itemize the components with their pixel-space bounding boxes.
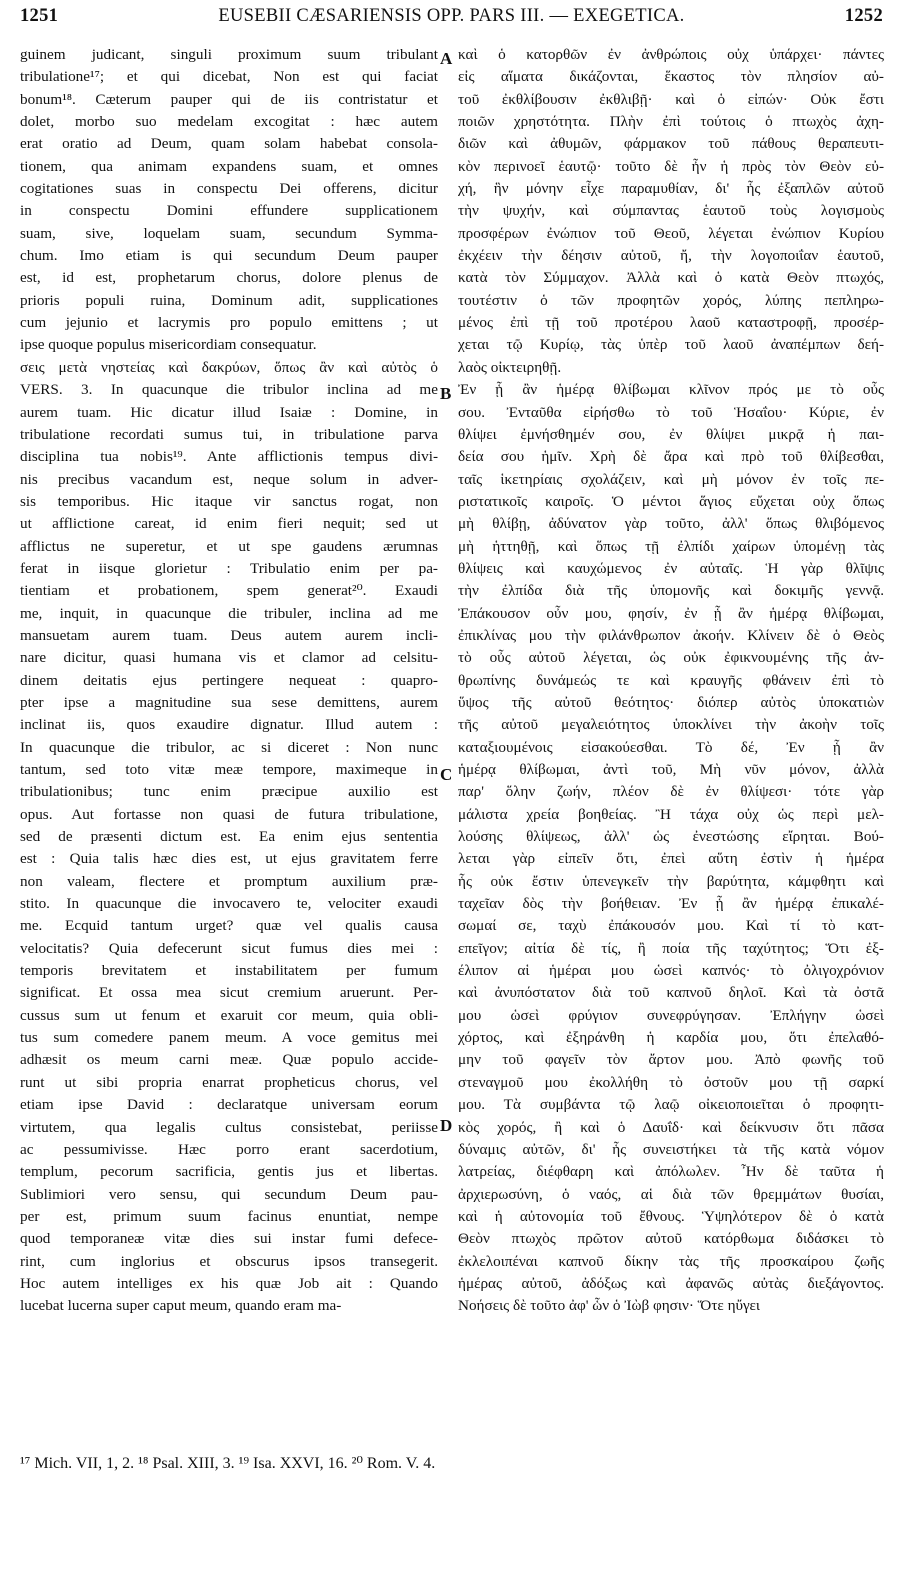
text-line: επεῖγον; αἰτία δὲ τίς, ἢ ποία τῆς ταχύτητος; Ὅτι ἐξ-	[458, 939, 884, 957]
text-line: χεται τῷ Κυρίῳ, τὰς ὑπὲρ τοῦ λαοῦ ἀναπέμπων δεή-	[458, 336, 884, 354]
text-line: τοῦ ἐκθλίβουσιν ἐκθλιβῇ· καὶ ὁ εἰπών· Οὐκ ἔστι	[458, 90, 884, 108]
page-number-right: 1252	[844, 6, 883, 26]
text-line: non valeam, flectere et promptum auxilium præ-	[20, 872, 438, 890]
margin-marker-a: A	[440, 49, 453, 68]
text-line: opus. Aut fortasse non quasi de futura tribulatione,	[20, 805, 438, 823]
text-line: ταῖς ἱκετηρίαις σχολάζειν, καὶ μὴ μόνον ἐν τοῖς πε-	[458, 470, 884, 488]
text-line: virtutem, qua legalis cultus consistebat, periisse	[20, 1118, 438, 1136]
text-line: ut afflictione careat, id enim fieri nequit; sed ut	[20, 515, 438, 533]
text-line: disciplina tua nobis¹⁹. Ante afflictionis tempus divi-	[20, 448, 438, 466]
text-line: στεναγμοῦ μου ἐκολλήθη τὸ ὀστοῦν μου τῇ σαρκί	[458, 1073, 884, 1091]
text-line: τῆς αὐτοῦ μεγαλειότητος ὑποκλίνει τὴν ἀκοὴν τοῖς	[458, 716, 884, 734]
text-line: velocitatis? Quia defecerunt sicut fumus dies mei :	[20, 939, 438, 957]
text-line: μένος ἐπὶ τῇ τοῦ προτέρου λαοῦ καταστροφῇ, προσέρ-	[458, 314, 884, 332]
text-line: ἐκλελοιπέναι καπνοῦ δίκην τὰς τῆς προσκαίρου ζωῆς	[458, 1252, 884, 1270]
text-line: προσφέρων ἐνώπιον τοῦ Θεοῦ, λέγεται ἐνώπιον Κυρίου	[458, 224, 884, 242]
text-line: εἰς αἵματα δικάζονται, ἕκαστος τὸν πλησίον αὐ-	[458, 68, 884, 86]
text-line: ριστατικοῖς καιροῖς. Ὁ μέντοι ἅγιος εὔχεται οὐχ ὅπως	[458, 492, 884, 510]
text-line: sed de præsenti dictum est. Ea enim ejus sententia	[20, 828, 438, 846]
text-line: λαὸς οἰκτειρηθῇ.	[458, 358, 562, 376]
running-title: EUSEBII CÆSARIENSIS OPP. PARS III. — EXEGETICA.	[218, 6, 685, 26]
text-line: χή, ἣν μόνην εἶχε παραμυθίαν, δι' ἧς ἐξαπλῶν αὐτοῦ	[458, 180, 884, 198]
text-line: tus sum comedere panem meum. A voce gemitus mei	[20, 1029, 438, 1047]
text-line: κὸς χορός, ἢ καὶ ὁ Δαυΐδ· καὶ δείκνυσιν ὅτι πᾶσα	[458, 1118, 884, 1136]
text-line: ἀρχιερωσύνη, ὁ ναός, αἱ διὰ τῶν θρεμμάτων θυσίαι,	[458, 1185, 884, 1203]
text-line: μου. Τὰ συμβάντα τῷ λαῷ οἰκειοποιεῖται ὁ προφητι-	[458, 1096, 884, 1114]
text-line: guinem judicant, singuli proximum suum tribulant	[20, 46, 438, 63]
text-line: ταχεῖαν δὸς τὴν βοήθειαν. Ἐν ᾗ ἂν ἡμέρᾳ ἐπικαλέ-	[458, 895, 884, 913]
text-line: stito. In quacunque die invocavero te, velociter exaudi	[20, 895, 438, 913]
text-line: θλίψεις καὶ καυχώμενος ἐν αὐταῖς. Ἡ γὰρ θλῖψις	[458, 559, 884, 577]
greek-column	[458, 44, 884, 1318]
text-line: suam, sive, loquelam suam, secundum Symma-	[20, 224, 438, 242]
text-line: θρωπίνης δυνάμεώς τε καὶ κραυγῆς φθάνειν ἐπὶ τὸ	[458, 671, 884, 689]
text-line: Νοήσεις δὲ τοῦτο ἀφ' ὧν ὁ Ἰὼβ φησιν· Ὅτε ηὔγει	[458, 1297, 760, 1315]
text-line: σωμαί σε, ταχὺ ἐπάκουσόν μου. Καὶ τί τὸ κατ-	[458, 917, 884, 935]
text-line: nare dicitur, quasi humana vis et clamor ad celsitu-	[20, 649, 438, 667]
text-line: VERS. 3. In quacunque die tribulor inclina ad me	[20, 381, 438, 399]
text-line: καὶ ἡ αὐτονομία τοῦ ἔθνους. Ὑψηλότερον δὲ ὁ κατὰ	[458, 1207, 884, 1225]
text-line: ac pessumivisse. Hæc porro erant sacerdotium,	[20, 1140, 438, 1158]
text-line: δύναμις αὐτῶν, δι' ἧς συνειστήκει τὰ τῆς κατὰ νόμον	[458, 1140, 884, 1158]
text-line: quod temporaneæ vitæ dies sui instar fumi defece-	[20, 1230, 438, 1248]
margin-marker-d: D	[440, 1116, 453, 1135]
text-line: ἐκχέειν τὴν δέησιν αὐτοῦ, ἤ, τὴν λογοποιΐαν ἑαυτοῦ,	[458, 247, 884, 265]
text-line: Θεὸν πτωχὸς πρῶτον αὐτοῦ κατόρθωμα διδάσκει τὸ	[458, 1230, 884, 1248]
text-line: δεία σου ἡμῖν. Χρὴ δὲ ἄρα καὶ πρὸ τοῦ θλίβεσθαι,	[458, 448, 884, 466]
text-line: inclinat iis, quos exaudire dignatur. Illud autem :	[20, 716, 438, 734]
text-line: κὸν περινοεῖ ἑαυτῷ· τοῦτο δὲ ἦν ἡ πρὸς τὸν Θεὸν εὐ-	[458, 157, 884, 175]
text-line: dinem deitatis ejus pertingere nequeat : quapro-	[20, 671, 438, 689]
text-line: tribulatione recordati sumus tui, in tribulatione parva	[20, 425, 438, 443]
text-line: λεται γὰρ εἰπεῖν ὅτι, ἐπεὶ αὕτη ἐστὶν ἡ ἡμέρα	[458, 850, 884, 868]
text-line: bonum¹⁸. Cæterum pauper qui de iis contristatur et	[20, 90, 438, 108]
footnotes: ¹⁷ Mich. VII, 1, 2. ¹⁸ Psal. XIII, 3. ¹⁹ Isa. XXVI, 16. ²⁰ Rom. V. 4.	[20, 1455, 436, 1472]
text-line: Hoc autem intelliges ex his quæ Job ait : Quando	[20, 1274, 438, 1292]
text-line: τὴν ἐλπίδα διὰ τῆς ὑπομονῆς καὶ δοκιμῆς γεννᾷ.	[458, 582, 884, 600]
text-line: κατὰ τὸν Σύμμαχον. Ἀλλὰ καὶ ὁ κατὰ Θεὸν πτωχός,	[458, 269, 884, 287]
text-line: χόρτος, καὶ ἐξηράνθη ἡ καρδία μου, ὅτι ἐπελαθό-	[458, 1029, 884, 1047]
text-line: λατρείας, διέφθαρη καὶ ἀπόλωλεν. Ἦν δὲ ταῦτα ἡ	[458, 1163, 884, 1181]
text-line: tionem, qua animam expandens suam, et omnes	[20, 157, 438, 175]
text-line: etiam ipse David : declaratque universam eorum	[20, 1096, 438, 1114]
text-line: τὴν ψυχήν, καὶ σύμπαντας ἑαυτοῦ τοὺς λογισμοὺς	[458, 202, 884, 220]
text-line: καὶ ὁ κατορθῶν ἐν ἀνθρώποις οὐχ ὑπάρχει· πάντες	[458, 46, 884, 63]
margin-marker-c: C	[440, 765, 453, 784]
text-line: διῶν καὶ ἀθυμῶν, φάρμακον τοῦ πάθους θεραπευτι-	[458, 135, 884, 153]
text-line: significat. Et ossa mea sicut cremium aruerunt. Per-	[20, 984, 438, 1002]
text-line: tribulatione¹⁷; et qui dicebat, Non est qui faciat	[20, 68, 438, 86]
running-header	[20, 6, 883, 36]
text-line: in conspectu Domini effundere supplicationem	[20, 202, 438, 220]
text-line: me, inquit, in quacunque die tribuler, inclina ad me	[20, 604, 438, 622]
text-line: Sublimiori vero sensu, qui secundum Deum pau-	[20, 1185, 438, 1203]
text-line: cussus sum ut fenum et exaruit cor meum, quia obli-	[20, 1006, 438, 1024]
text-line: έλιπον αἱ ἡμέραι μου ὡσεὶ καπνός· τὸ ὀλιγοχρόνιον	[458, 962, 884, 980]
text-line: rint, cum inglorius et obscurus ipsos transegerit.	[20, 1252, 438, 1270]
text-line: tientiam et probationem, spem generat²⁰. Exaudi	[20, 582, 438, 600]
text-line: aurem tuam. Hic dicatur illud Isaiæ : Domine, in	[20, 403, 438, 421]
margin-marker-b: B	[440, 384, 452, 403]
text-line: μην τοῦ φαγεῖν τὸν ἄρτον μου. Ἀπὸ φωνῆς τοῦ	[458, 1051, 884, 1069]
text-line: ipse quoque populus misericordiam consequatur.	[20, 336, 317, 354]
text-line: μου ὡσεὶ φρύγιον συνεφρύγησαν. Ἐπλήγην ὡσεὶ	[458, 1006, 884, 1024]
text-line: erat oratio ad Deum, quam solam habebat consola-	[20, 135, 438, 153]
text-line: temporis brevitatem et instabilitatem per fumum	[20, 962, 438, 980]
text-line: Ἐπάκουσον οὖν μου, φησίν, ἐν ᾗ ἂν ἡμέρᾳ θλίβωμαι,	[458, 604, 884, 622]
text-line: tribulationibus; tunc enim præcipue auxilio est	[20, 783, 438, 801]
text-line: τὸ οὖς αὐτοῦ λέγεται, ὡς οὐκ ἐφικνουμένης τῆς ἀν-	[458, 649, 884, 667]
text-line: cogitationes suas in conspectu Dei offerens, dicitur	[20, 180, 438, 198]
text-line: ὕψος τῆς αὐτοῦ θεότητος· διόπερ αὐτὸς ὑποκατιὼν	[458, 693, 884, 711]
text-line: per est, primum suum facinus enuntiat, nempe	[20, 1207, 438, 1225]
text-line: tantum, sed toto vitæ meæ tempore, maximeque in	[20, 761, 438, 778]
text-line: ἡμέρᾳ θλίβωμαι, ἀντὶ τοῦ, Μὴ νῦν μόνον, ἀλλὰ	[458, 761, 884, 778]
text-line: me. Ecquid tantum urget? quæ vel qualis causa	[20, 917, 438, 935]
page-number-left: 1251	[20, 6, 59, 26]
text-line: est : Quia talis hæc dies est, ut ejus gravitatem ferre	[20, 850, 438, 868]
text-line: adhæsit os meum carni meæ. Quæ populo accide-	[20, 1051, 438, 1069]
text-line: sis temporibus. Hic itaque vir sanctus rogat, non	[20, 492, 438, 510]
text-line: καταξιουμένοις εἰσακούεσθαι. Τὸ δέ, Ἐν ᾗ ἂν	[458, 738, 884, 756]
text-line: παρ' ὅλην ζωήν, πλέον δὲ ἐν θλίψεσι· τότε γὰρ	[458, 783, 884, 801]
text-line: dolet, morbo suo medelam excogitat : hæc autem	[20, 113, 438, 131]
text-line: est, id est, prophetarum chorus, dolore plenus de	[20, 269, 438, 287]
text-line: ποιῶν χρηστότητα. Πλὴν ἐπὶ τούτοις ὁ πτωχὸς ἀχη-	[458, 113, 884, 131]
text-line: σου. Ἐνταῦθα εἰρήσθω τὸ τοῦ Ἡσαΐου· Κύριε, ἐν	[458, 403, 884, 421]
text-line: ἧς οὐκ ἔστιν ὑπενεγκεῖν τὴν βαρύτητα, κάμφθητι καὶ	[458, 872, 884, 890]
text-line: chum. Imo etiam is qui secundum Deum pauper	[20, 247, 438, 265]
text-line: nis precibus vacandum est, neque solum in adver-	[20, 470, 438, 488]
text-line: pter ipse a magnitudine sua sese demittens, aurem	[20, 693, 438, 711]
text-line: σεις μετὰ νηστείας καὶ δακρύων, ὅπως ἂν καὶ αὐτὸς ὁ	[20, 358, 438, 376]
text-line: Ἐν ᾗ ἂν ἡμέρᾳ θλίβωμαι κλῖνον πρός με τὸ οὖς	[458, 381, 884, 399]
text-line: μὴ θλίβῃ, ἀδύνατον γὰρ τοῦτο, ἀλλ' ὅπως θλιβόμενος	[458, 515, 884, 533]
text-line: lucebat lucerna super caput meum, quando eram ma-	[20, 1297, 342, 1315]
text-line: τουτέστιν ὁ τῶν προφητῶν χορός, λύπης πεπληρω-	[458, 291, 884, 309]
text-line: ἡμέρας αὐτοῦ, ἀδόξως καὶ ἀφανῶς αὐτὰς διεξάγοντος.	[458, 1274, 884, 1292]
text-line: templum, pecorum sacrificia, gentis jus et libertas.	[20, 1163, 438, 1181]
text-line: prioris populi ruina, Dominum adit, supplicationes	[20, 291, 438, 309]
text-line: ferat in iisque glorietur : Tribulatio enim per pa-	[20, 559, 438, 577]
text-line: λούσης θλίψεως, ἀλλ' ὡς ἐνεστώσης εἴρηται. Βού-	[458, 828, 884, 846]
text-line: μὴ ἡττηθῇ, καὶ ὅπως τῇ ἐλπίδι χαίρων ὑπομένῃ τὰς	[458, 537, 884, 555]
text-line: καὶ ἀνυπόστατον διὰ τοῦ καπνοῦ δηλοῖ. Καὶ τὰ ὀστᾶ	[458, 984, 884, 1002]
text-line: In quacunque die tribulor, ac si diceret : Non nunc	[20, 738, 438, 756]
text-line: afflictus ne superetur, et ut spe gaudens ærumnas	[20, 537, 438, 555]
text-line: runt ut sibi propria enarrat propheticus chorus, vel	[20, 1073, 438, 1091]
text-line: μάλιστα χρεία βοηθείας. Ἢ τάχα οὐχ ὡς περὶ μελ-	[458, 805, 884, 823]
text-line: mansuetam aurem tuam. Deus autem aurem incli-	[20, 626, 438, 644]
text-line: θλίψει ἐμνήσθημέν σου, ἐν θλίψει μικρᾷ ἡ παι-	[458, 425, 884, 443]
latin-column	[20, 44, 438, 1318]
text-line: ἐπικλίνας μου τὴν φιλάνθρωπον ἀκοήν. Κλίνειν δὲ ὁ Θεὸς	[458, 626, 884, 644]
text-line: cum jejunio et lacrymis pro populo emittens ; ut	[20, 314, 438, 332]
